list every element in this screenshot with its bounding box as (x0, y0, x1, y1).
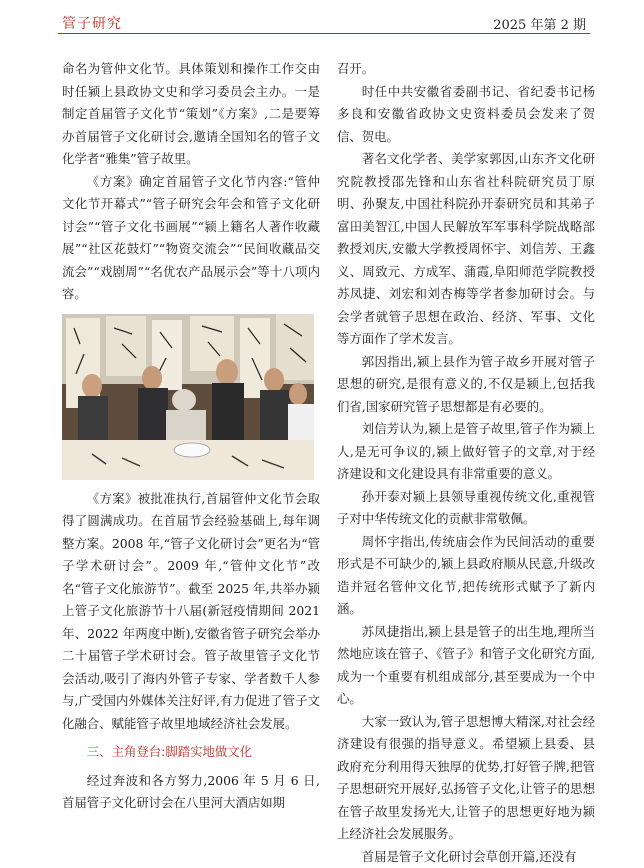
paragraph: 经过奔波和各方努力,2006 年 5 月 6 日,首届管子文化研讨会在八里河大酒店如期 (62, 770, 320, 815)
paragraph: 召开。 (337, 58, 595, 81)
paragraph: 苏凤捷指出,颍上县是管子的出生地,理所当然地应该在管子、《管子》和管子文化研究方面,成为一个重要有机组成部分,甚至要成为一个中心。 (337, 621, 595, 711)
paragraph: 著名文化学者、美学家郭因,山东齐文化研究院教授邵先锋和山东省社科院研究员丁原明、孙聚友,中国社科院孙开泰研究员和其弟子富田美智江,中国人民解放军军事科学院战略部教授刘庆,安徽大学教授周怀宇、刘信芳、王鑫义、周致元、方成军、蒲霞,阜阳师范学院教授苏凤捷、刘宏和刘杏梅等学者参加研讨会。与会学者就管子思想在政治、经济、军事、文化等方面作了学术发言。 (337, 148, 595, 351)
paragraph: 命名为管仲文化节。具体策划和操作工作交由时任颍上县政协文史和学习委员会主办。一是制定首届管子文化节“策划”《方案》,二是要筹办首届管子文化研讨会,邀请全国知名的管子文化学者“雅集”管子故里。 (62, 58, 320, 171)
paragraph: 孙开泰对颍上县领导重视传统文化,重视管子对中华传统文化的贡献非常敬佩。 (337, 486, 595, 531)
header-rule (58, 33, 590, 34)
paragraph: 刘信芳认为,颍上是管子故里,管子作为颍上人,是无可争议的,颍上做好管子的文章,对于经济建设和文化建设具有非常重要的意义。 (337, 418, 595, 486)
paragraph: 首届是管子文化研讨会草创开篇,还没有 (337, 846, 595, 868)
event-photo (62, 314, 314, 480)
section-heading: 三、主角登台:脚踏实地做文化 (62, 741, 320, 764)
journal-title: 管子研究 (62, 13, 122, 33)
paragraph: 大家一致认为,管子思想博大精深,对社会经济建设有很强的指导意义。希望颍上县委、县政府充分利用得天独厚的优势,打好管子牌,把管子思想研究开展好,弘扬管子文化,让管子的思想在管子故里发扬光大,让管子的思想更好地为颍上经济社会发展服务。 (337, 711, 595, 846)
paragraph: 郭因指出,颍上县作为管子故乡开展对管子思想的研究,是很有意义的,不仅是颍上,包括我们省,国家研究管子思想都是有必要的。 (337, 351, 595, 419)
calligraphy-scene-illustration (62, 314, 314, 480)
issue-label: 2025 年第 2 期 (493, 14, 586, 33)
paragraph: 时任中共安徽省委副书记、省纪委书记杨多良和安徽省政协文史资料委员会发来了贺信、贺电。 (337, 81, 595, 149)
paragraph: 周怀宇指出,传统庙会作为民间活动的重要形式是不可缺少的,颍上县政府顺从民意,升级改造并冠名管仲文化节,把传统形式赋予了新内涵。 (337, 531, 595, 621)
left-column (62, 58, 320, 815)
paragraph: 《方案》确定首届管子文化节内容:“管仲文化节开幕式”“管子研究会年会和管子文化研讨会”“管子文化书画展”“颍上籍名人著作收藏展”“社区花鼓灯”“物资交流会”“民间收藏品交流会”“戏剧周”“名优农产品展示会”等十八项内容。 (62, 171, 320, 306)
paragraph: 《方案》被批准执行,首届管仲文化节会取得了圆满成功。在首届节会经验基础上,每年调整方案。2008 年,“管子文化研讨会”更名为“管子学术研讨会”。2009 年,“管仲文化节”改名“管子文化旅游节”。截至 2025 年,共举办颍上管子文化旅游节十八届(新冠疫情期间 2021 年、2022 年两度中断),安徽省管子研究会举办二十届管子学术研讨会。管子故里管子文化节会活动,吸引了海内外管子专家、学者数千人参与,广受国内外媒体关注好评,有力促进了管子文化融合、赋能管子故里地域经济社会发展。 (62, 488, 320, 736)
right-column (337, 58, 595, 868)
